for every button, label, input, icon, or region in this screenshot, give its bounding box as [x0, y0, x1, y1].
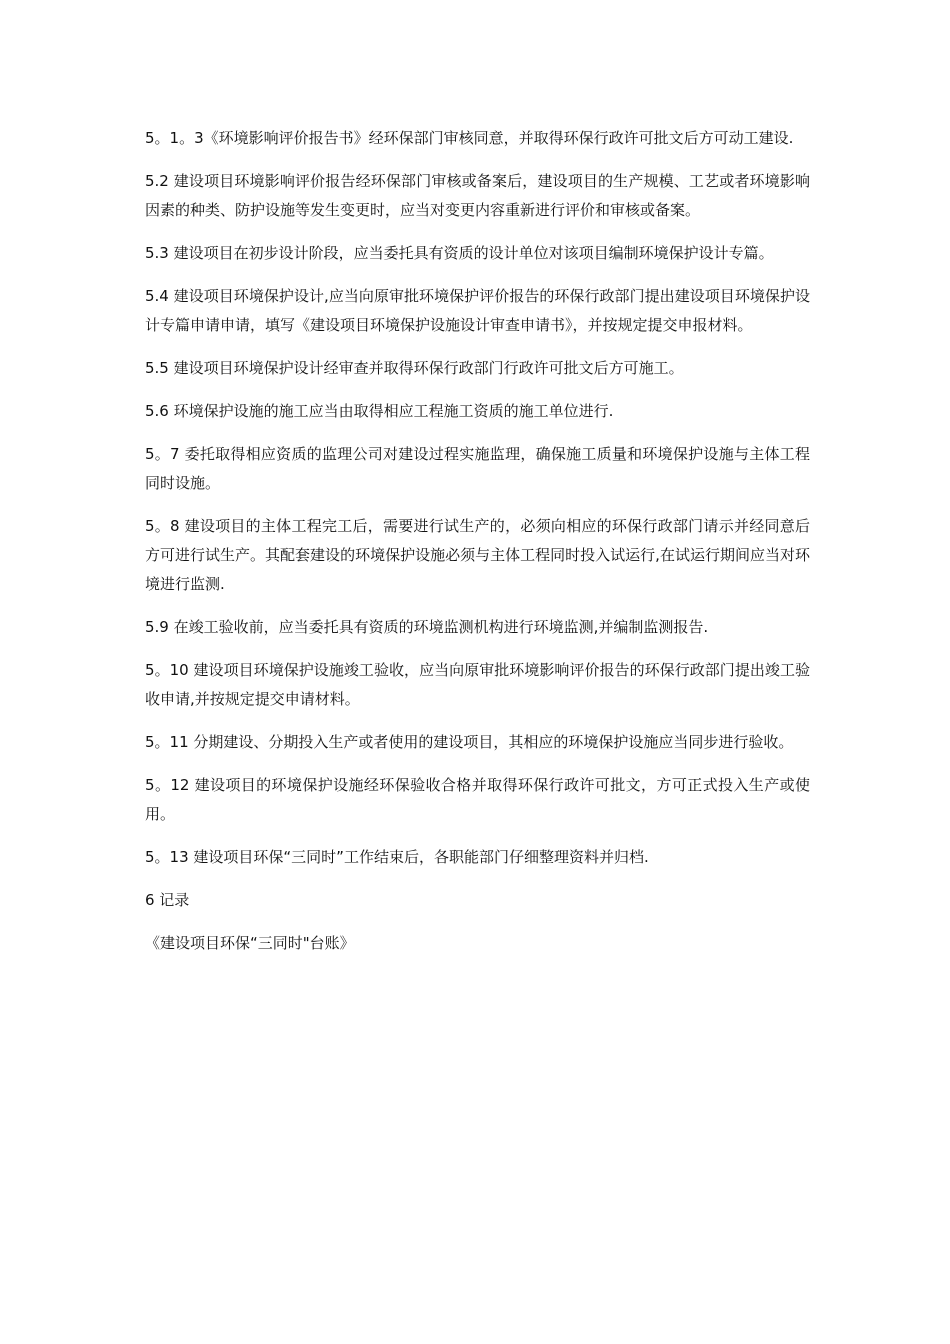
clause-5-1-3: 5。1。3《环境影响评价报告书》经环保部门审核同意，并取得环保行政许可批文后方可动工建设.: [145, 129, 794, 147]
section-heading-records: 6 记录: [145, 891, 190, 909]
clause-5-13: 5。13 建设项目环保“三同时”工作结束后，各职能部门仔细整理资料并归档.: [145, 848, 649, 866]
clause-5-7: 5。7 委托取得相应资质的监理公司对建设过程实施监理，确保施工质量和环境保护设施与主体工程同时设施。: [145, 445, 810, 492]
clause-5-6: 5.6 环境保护设施的施工应当由取得相应工程施工资质的施工单位进行.: [145, 402, 614, 420]
record-ledger-title: 《建设项目环保“三同时"台账》: [145, 934, 355, 952]
clause-5-8: 5。8 建设项目的主体工程完工后，需要进行试生产的，必须向相应的环保行政部门请示并经同意后方可进行试生产。其配套建设的环境保护设施必须与主体工程同时投入试运行,在试运行期间应当对环境进行监测.: [145, 517, 810, 593]
clause-5-3: 5.3 建设项目在初步设计阶段，应当委托具有资质的设计单位对该项目编制环境保护设计专篇。: [145, 244, 774, 262]
clause-5-12: 5。12 建设项目的环境保护设施经环保验收合格并取得环保行政许可批文，方可正式投入生产或使用。: [145, 776, 810, 823]
clause-5-10: 5。10 建设项目环境保护设施竣工验收，应当向原审批环境影响评价报告的环保行政部门提出竣工验收申请,并按规定提交申请材料。: [145, 661, 810, 708]
document-body: [145, 124, 810, 958]
clause-5-2: 5.2 建设项目环境影响评价报告经环保部门审核或备案后，建设项目的生产规模、工艺或者环境影响因素的种类、防护设施等发生变更时，应当对变更内容重新进行评价和审核或备案。: [145, 172, 810, 219]
clause-5-5: 5.5 建设项目环境保护设计经审查并取得环保行政部门行政许可批文后方可施工。: [145, 359, 684, 377]
clause-5-4: 5.4 建设项目环境保护设计,应当向原审批环境保护评价报告的环保行政部门提出建设项目环境保护设计专篇申请申请，填写《建设项目环境保护设施设计审查申请书》，并按规定提交申报材料。: [145, 287, 810, 334]
clause-5-9: 5.9 在竣工验收前，应当委托具有资质的环境监测机构进行环境监测,并编制监测报告.: [145, 618, 709, 636]
clause-5-11: 5。11 分期建设、分期投入生产或者使用的建设项目，其相应的环境保护设施应当同步进行验收。: [145, 733, 794, 751]
